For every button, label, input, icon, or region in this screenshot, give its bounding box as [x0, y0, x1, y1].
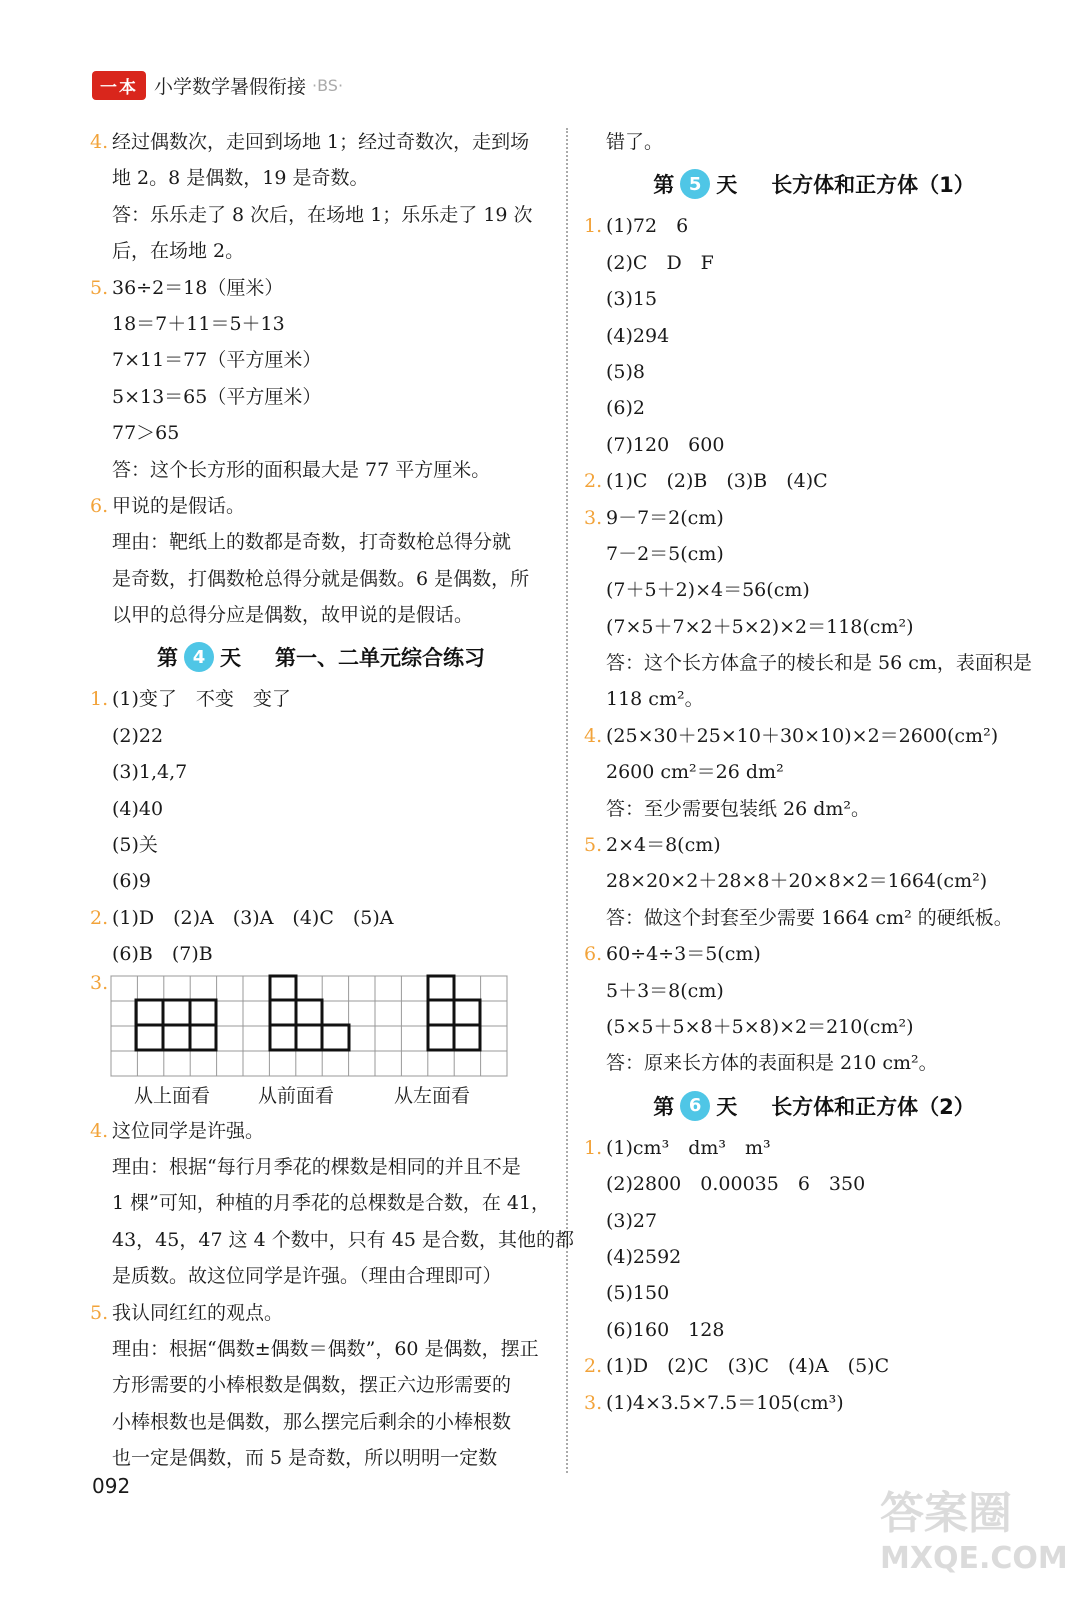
grid-drawing [110, 975, 510, 1079]
answer-line [90, 1440, 552, 1476]
answer-line [90, 863, 552, 899]
view-labels [134, 1081, 470, 1108]
answer-text: (2)C D F [606, 251, 714, 274]
answer-text: (5×5＋5×8＋5×8)×2＝210(cm²) [606, 1015, 914, 1038]
view-label-left: 从左面看 [394, 1084, 471, 1107]
question-number: 3. [584, 506, 603, 529]
answer-text: 也一定是偶数，而 5 是奇数，所以明明一定数 [112, 1447, 498, 1470]
section-title: 第一、二单元综合练习 [275, 646, 485, 671]
answer-text: (6)B (7)B [112, 943, 213, 966]
day-suffix: 天 [716, 1094, 738, 1119]
edition-tag: ·BS· [312, 75, 344, 95]
answer-line [584, 1312, 1044, 1348]
question-number: 5. [90, 276, 109, 299]
answer-text: (1)C (2)B (3)B (4)C [606, 470, 828, 493]
day-suffix: 天 [716, 173, 738, 198]
answer-line [584, 900, 1044, 936]
answer-line [584, 1239, 1044, 1275]
answer-text: 5＋3＝8(cm) [606, 979, 724, 1002]
page-number: 092 [92, 1474, 131, 1498]
day-suffix: 天 [220, 646, 241, 671]
section-day-6 [584, 1082, 1044, 1130]
question-number: 6. [584, 943, 603, 966]
answer-text: (6)2 [606, 397, 646, 420]
left-answers-top [90, 124, 552, 633]
brand-logo: 一本 [92, 71, 146, 100]
answer-text: (7×5＋7×2＋5×2)×2＝118(cm²) [606, 615, 914, 638]
day-prefix: 第 [157, 646, 178, 671]
answer-text: 1 棵”可知，种植的月季花的总棵数是合数，在 41， [112, 1192, 551, 1215]
answer-line [90, 488, 552, 524]
answer-text: 18＝7＋11＝5＋13 [112, 312, 285, 335]
answer-text: 我认同红红的观点。 [112, 1301, 284, 1324]
answer-text: 9－7＝2(cm) [606, 506, 724, 529]
answer-text: (6)160 128 [606, 1318, 725, 1341]
day-6-answers [584, 1130, 1044, 1421]
answer-line [90, 1113, 552, 1149]
answer-line [584, 973, 1044, 1009]
answer-text: (2)2800 0.00035 6 350 [606, 1173, 866, 1196]
section-title: 长方体和正方体（2） [771, 1094, 975, 1119]
answer-line [584, 1275, 1044, 1311]
answer-text: (5)关 [112, 834, 158, 857]
answer-line [90, 561, 552, 597]
answer-line [90, 791, 552, 827]
answer-line [90, 1404, 552, 1440]
answer-text: 经过偶数次，走回到场地 1；经过奇数次，走到场 [112, 131, 530, 153]
answer-line [90, 197, 552, 233]
three-views-figure [90, 973, 552, 1113]
answer-text: 答：做这个封套至少需要 1664 cm² 的硬纸板。 [606, 906, 1013, 929]
answer-line [90, 342, 552, 378]
answer-text: 77＞65 [112, 422, 180, 445]
answer-line [584, 609, 1044, 645]
answer-line [584, 1203, 1044, 1239]
answer-line [90, 827, 552, 863]
answer-line [584, 681, 1044, 717]
answer-line [584, 1130, 1044, 1166]
answer-text: 43，45，47 这 4 个数中，只有 45 是合数，其他的都 [112, 1228, 574, 1251]
answer-line [90, 1367, 552, 1403]
answer-line [584, 536, 1044, 572]
answer-line [90, 124, 552, 160]
answer-text: 7×11＝77（平方厘米） [112, 349, 322, 372]
answer-text: 答：至少需要包装纸 26 dm²。 [606, 797, 871, 820]
day-number-badge: 4 [184, 642, 214, 672]
answer-line [584, 827, 1044, 863]
answer-line [584, 1166, 1044, 1202]
answer-text: (1)4×3.5×7.5＝105(cm³) [606, 1391, 844, 1414]
answer-line [90, 306, 552, 342]
answer-text: (3)15 [606, 288, 658, 311]
question-number: 1. [90, 688, 109, 711]
answer-line [90, 754, 552, 790]
column-divider [566, 128, 568, 1473]
answer-line [584, 500, 1044, 536]
answer-line [90, 1331, 552, 1367]
answer-line [90, 452, 552, 488]
answer-line [584, 791, 1044, 827]
section-day-5 [584, 160, 1044, 208]
answer-text: 36÷2＝18（厘米） [112, 276, 284, 299]
answer-text: 地 2。8 是偶数，19 是奇数。 [112, 167, 369, 190]
day-prefix: 第 [653, 1094, 675, 1119]
answer-line [584, 463, 1044, 499]
answer-text: 后，在场地 2。 [112, 240, 245, 263]
book-title: 小学数学暑假衔接 [154, 75, 307, 98]
answer-text: (1)cm³ dm³ m³ [606, 1136, 771, 1159]
question-number: 6. [90, 494, 109, 517]
answer-text: 118 cm²。 [606, 688, 704, 711]
answer-text: 答：乐乐走了 8 次后，在场地 1；乐乐走了 19 次 [112, 203, 533, 226]
answer-text: (25×30＋25×10＋30×10)×2＝2600(cm²) [606, 724, 999, 747]
svg-text:答案圈: 答案圈 [880, 1488, 1012, 1539]
day-prefix: 第 [653, 173, 675, 198]
answer-text: (5)8 [606, 360, 646, 383]
answer-text: 以甲的总得分应是偶数，故甲说的是假话。 [112, 604, 474, 627]
watermark-logo [870, 1478, 1068, 1578]
question-number: 4. [584, 724, 603, 747]
answer-text: (3)1,4,7 [112, 761, 188, 784]
answer-line [90, 379, 552, 415]
answer-text: (7)120 600 [606, 433, 725, 456]
answer-text: 60÷4÷3＝5(cm) [606, 943, 761, 966]
answer-line [90, 1258, 552, 1294]
answer-line [584, 427, 1044, 463]
answer-text: 2600 cm²＝26 dm² [606, 761, 784, 784]
question-number: 4. [90, 1119, 109, 1142]
answer-line [90, 900, 552, 936]
answer-line [90, 936, 552, 972]
section-title: 长方体和正方体（1） [771, 173, 975, 198]
answer-line [90, 1185, 552, 1221]
answer-line [584, 718, 1044, 754]
question-number: 1. [584, 1136, 603, 1159]
question-number: 2. [90, 906, 109, 929]
page-header [92, 70, 343, 100]
answer-text: (2)22 [112, 724, 164, 747]
day-5-answers [584, 208, 1044, 1081]
answer-text: (6)9 [112, 870, 152, 893]
view-label-front: 从前面看 [258, 1084, 335, 1107]
answer-line [584, 245, 1044, 281]
left-column [90, 124, 574, 1477]
answer-line [584, 863, 1044, 899]
answer-text: 是奇数，打偶数枪总得分就是偶数。6 是偶数，所 [112, 567, 530, 590]
answer-text: 5×13＝65（平方厘米） [112, 385, 322, 408]
answer-text: 7－2＝5(cm) [606, 542, 724, 565]
question-number: 5. [90, 1301, 109, 1324]
answer-text: 方形需要的小棒根数是偶数，摆正六边形需要的 [112, 1374, 512, 1397]
answer-text: 小棒根数也是偶数，那么摆完后剩余的小棒根数 [112, 1410, 512, 1433]
answer-text: (5)150 [606, 1282, 670, 1305]
answer-line [584, 754, 1044, 790]
answer-text: (1)D (2)A (3)A (4)C (5)A [112, 906, 394, 929]
answer-line [584, 1009, 1044, 1045]
answer-line [90, 1295, 552, 1331]
answer-line [584, 354, 1044, 390]
answer-text: (1)D (2)C (3)C (4)A (5)C [606, 1355, 890, 1378]
question-number: 3. [584, 1391, 603, 1414]
answer-text: 理由：根据“每行月季花的棵数是相同的并且不是 [112, 1155, 521, 1178]
answer-text: 理由：根据“偶数±偶数＝偶数”，60 是偶数，摆正 [112, 1337, 539, 1360]
answer-text: (3)27 [606, 1209, 658, 1232]
answer-text: 答：原来长方体的表面积是 210 cm²。 [606, 1052, 938, 1075]
answer-text: 理由：靶纸上的数都是奇数，打奇数枪总得分就 [112, 531, 512, 554]
answer-text: (4)2592 [606, 1245, 682, 1268]
answer-line [90, 160, 552, 196]
day-number-badge: 5 [680, 169, 710, 199]
continued-text: 错了。 [606, 131, 664, 153]
answer-line [584, 1045, 1044, 1081]
question-number: 5. [584, 834, 603, 857]
view-label-top: 从上面看 [134, 1084, 211, 1107]
answer-line [584, 318, 1044, 354]
answer-text: (1)变了 不变 变了 [112, 688, 291, 711]
answer-line [584, 645, 1044, 681]
answer-text: 2×4＝8(cm) [606, 834, 721, 857]
day-4-answers [90, 681, 552, 972]
question-number: 2. [584, 1355, 603, 1378]
answer-line [584, 281, 1044, 317]
answer-line [584, 390, 1044, 426]
answer-line [584, 1348, 1044, 1384]
answer-text: 这位同学是许强。 [112, 1119, 265, 1142]
answer-line [90, 718, 552, 754]
question-number: 2. [584, 470, 603, 493]
answer-line [584, 936, 1044, 972]
answer-line [584, 208, 1044, 244]
answer-text: 甲说的是假话。 [112, 494, 246, 517]
answer-text: 答：这个长方体盒子的棱长和是 56 cm，表面积是 [606, 652, 1032, 675]
answer-text: 答：这个长方形的面积最大是 77 平方厘米。 [112, 458, 491, 481]
left-answers-bottom [90, 1113, 574, 1477]
answer-line [90, 597, 552, 633]
answer-line [90, 681, 552, 717]
answer-text: (4)40 [112, 797, 164, 820]
answer-text: (1)72 6 [606, 215, 689, 238]
answer-line [584, 1385, 1044, 1421]
question-number: 1. [584, 215, 603, 238]
section-day-4 [90, 633, 552, 681]
svg-text:MXQE.COM: MXQE.COM [880, 1541, 1068, 1576]
answer-line [584, 572, 1044, 608]
answer-line [90, 1149, 552, 1185]
right-column [584, 124, 1044, 1421]
answer-text: (7＋5＋2)×4＝56(cm) [606, 579, 810, 602]
answer-text: 是质数。故这位同学是许强。（理由合理即可） [112, 1265, 502, 1288]
answer-line [90, 233, 552, 269]
question-number: 4. [90, 131, 109, 153]
answer-text: 28×20×2＋28×8＋20×8×2＝1664(cm²) [606, 870, 988, 893]
answer-line [90, 415, 552, 451]
answer-text: (4)294 [606, 324, 670, 347]
answer-line [90, 524, 552, 560]
answer-line [90, 1222, 574, 1258]
question-number: 3. [90, 971, 109, 994]
day-number-badge: 6 [680, 1091, 710, 1121]
answer-line [90, 270, 552, 306]
